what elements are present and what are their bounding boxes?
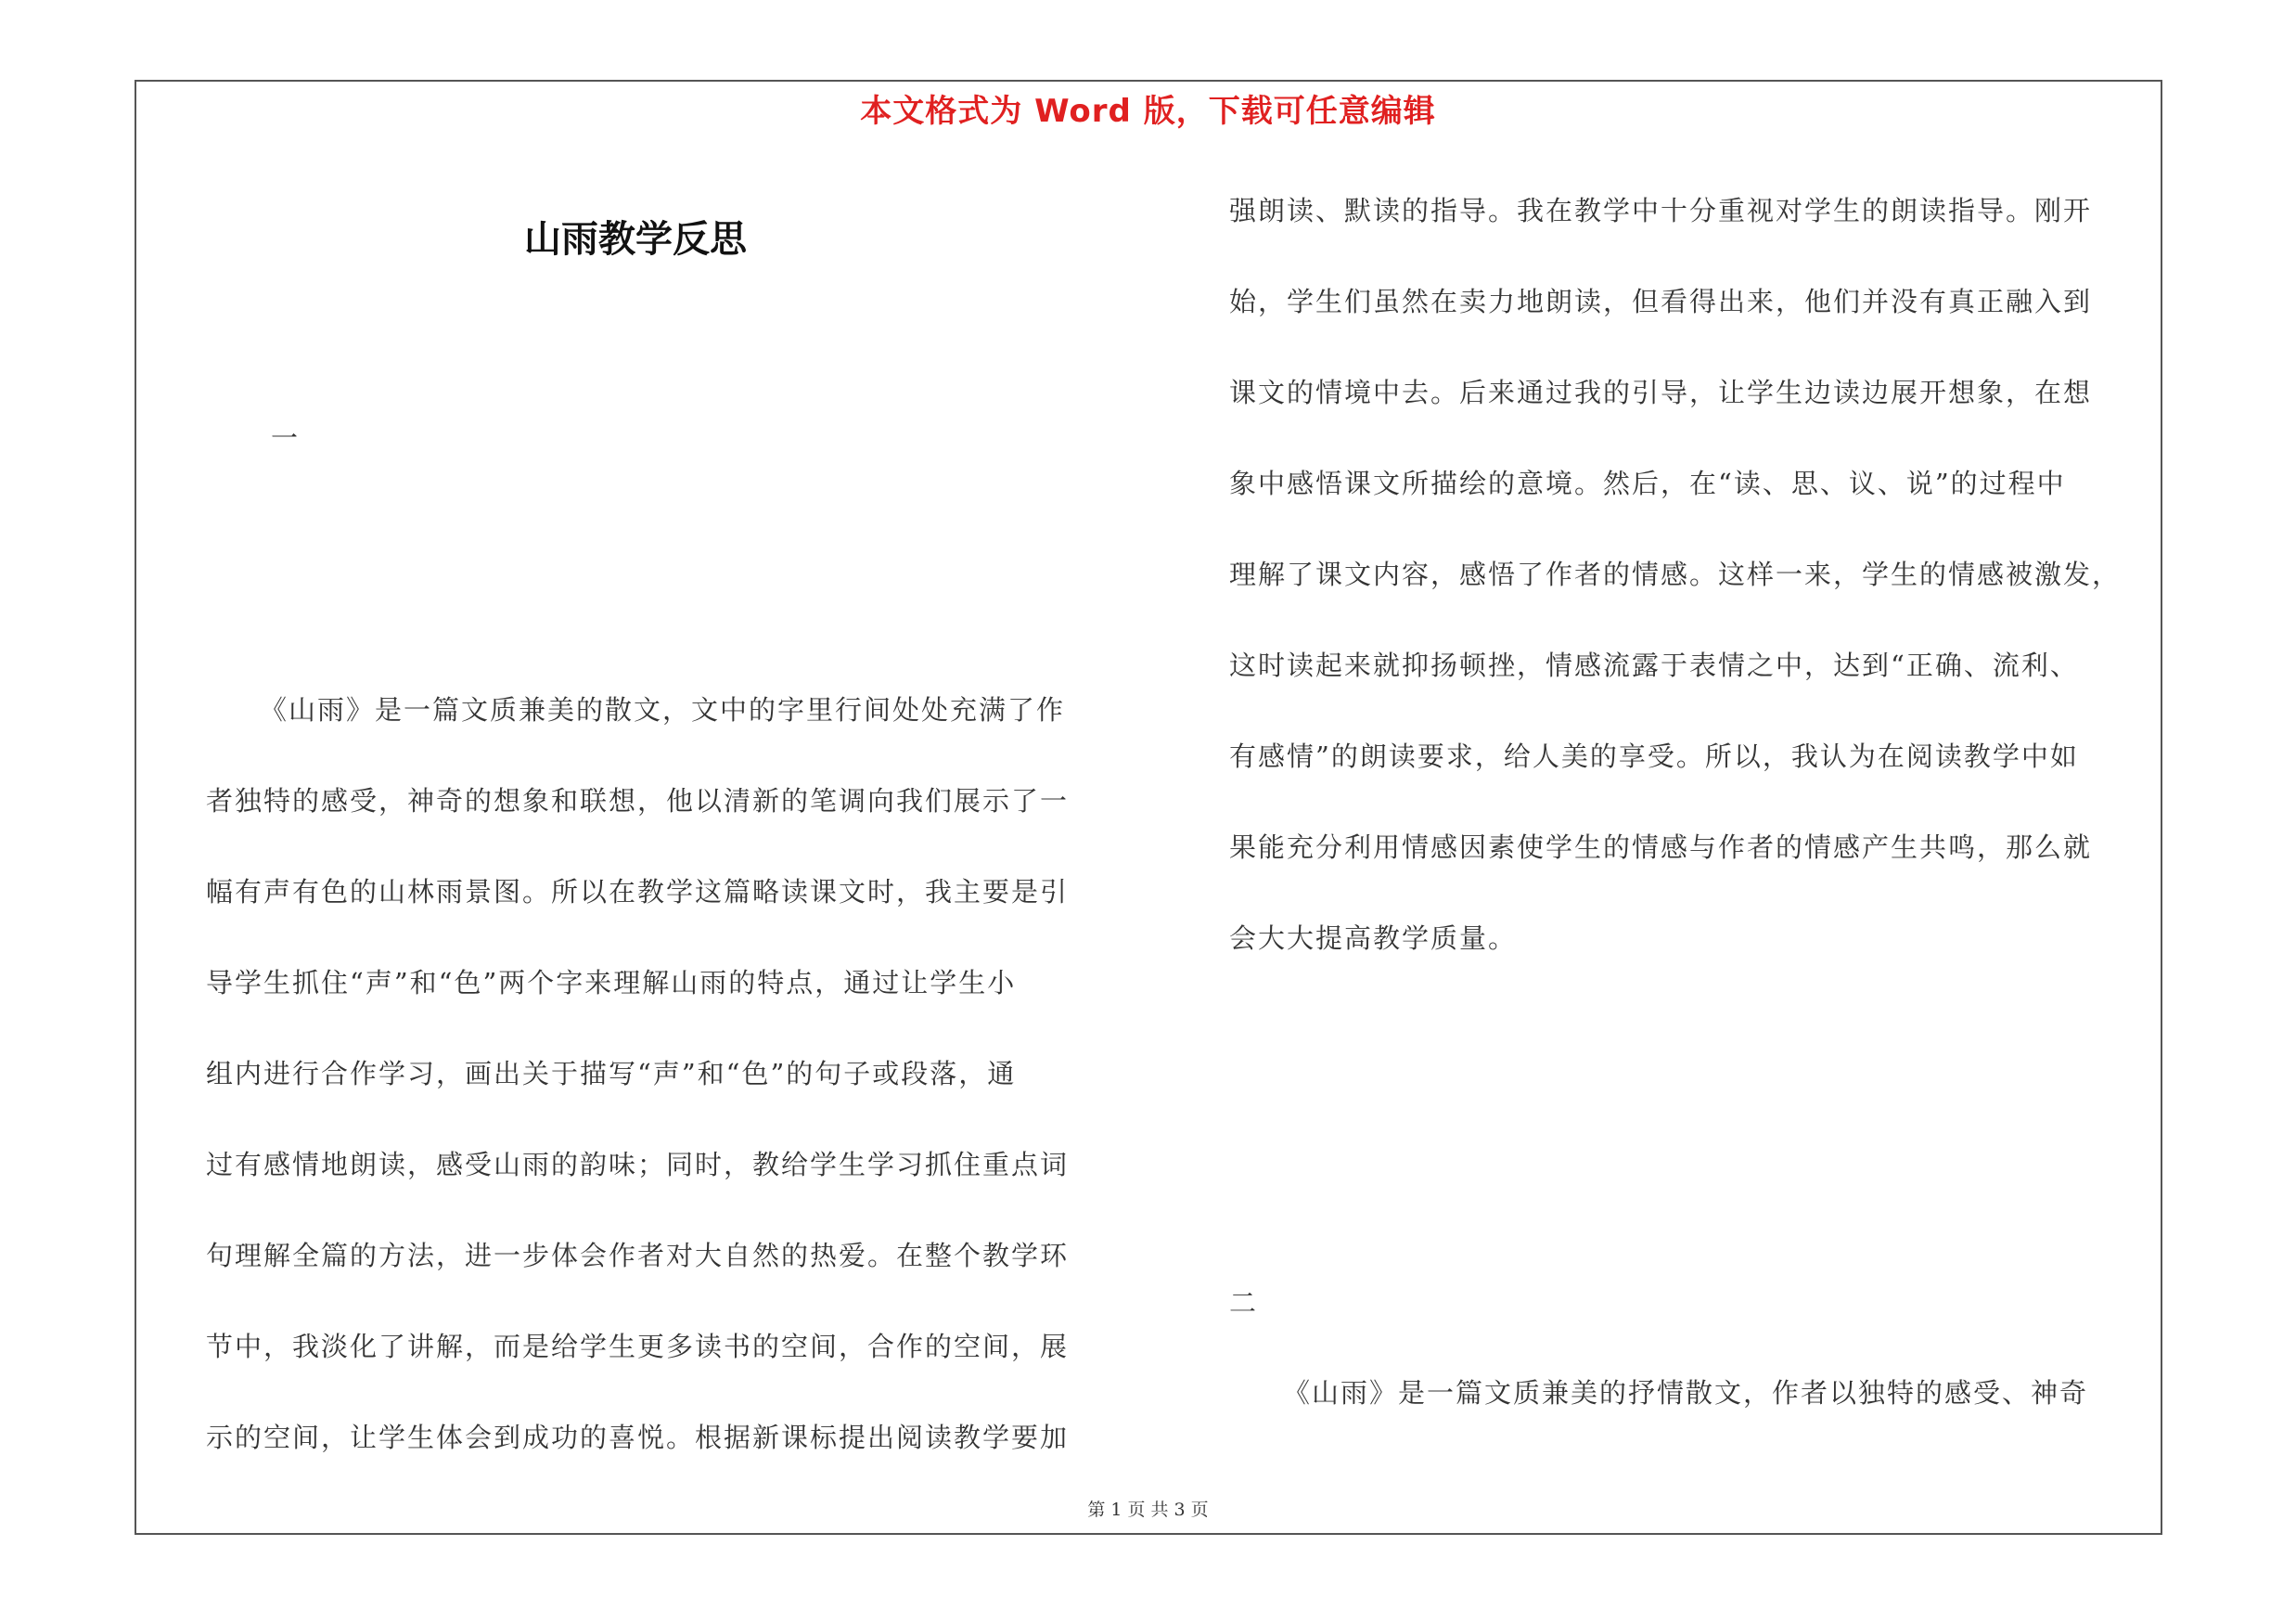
document-title: 山雨教学反思 (524, 217, 747, 261)
paragraph-line: 有感情”的朗读要求，给人美的享受。所以，我认为在阅读教学中如 (1229, 741, 2079, 772)
section-two-mark: 二 (1229, 1287, 1257, 1319)
left-column-text (206, 664, 1124, 1483)
paragraph-line: 者独特的感受，神奇的想象和联想，他以清新的笔调向我们展示了一 (206, 785, 1070, 817)
paragraph-line: 会大大提高教学质量。 (1229, 922, 1518, 954)
page-footer: 第 1 页 共 3 页 (1087, 1500, 1209, 1520)
paragraph-line: 强朗读、默读的指导。我在教学中十分重视对学生的朗读指导。刚开 (1229, 195, 2093, 226)
paragraph-line: 过有感情地朗读，感受山雨的韵味；同时，教给学生学习抓住重点词 (206, 1149, 1070, 1180)
paragraph-line: 果能充分利用情感因素使学生的情感与作者的情感产生共鸣，那么就 (1229, 831, 2093, 863)
paragraph-line: 理解了课文内容，感悟了作者的情感。这样一来，学生的情感被激发， (1229, 559, 2122, 590)
paragraph-line: 《山雨》是一篇文质兼美的散文，文中的字里行间处处充满了作 (260, 694, 1066, 726)
paragraph-line: 导学生抓住“声”和“色”两个字来理解山雨的特点，通过让学生小 (206, 967, 1017, 998)
section-one-mark: 一 (271, 422, 299, 454)
paragraph-line: 课文的情境中去。后来通过我的引导，让学生边读边展开想象，在想 (1229, 377, 2093, 408)
paragraph-line: 幅有声有色的山林雨景图。所以在教学这篇略读课文时，我主要是引 (206, 876, 1070, 908)
format-banner: 本文格式为 Word 版，下载可任意编辑 (860, 93, 1436, 130)
paragraph-line: 这时读起来就抑扬顿挫，情感流露于表情之中，达到“正确、流利、 (1229, 650, 2079, 681)
right-column-text (1229, 165, 2148, 984)
paragraph-line: 象中感悟课文所描绘的意境。然后，在“读、思、议、说”的过程中 (1229, 468, 2066, 499)
paragraph-line: 《山雨》是一篇文质兼美的抒情散文，作者以独特的感受、神奇 (1283, 1377, 2089, 1409)
paragraph-line: 始，学生们虽然在卖力地朗读，但看得出来，他们并没有真正融入到 (1229, 286, 2093, 317)
paragraph-line: 句理解全篇的方法，进一步体会作者对大自然的热爱。在整个教学环 (206, 1240, 1070, 1271)
paragraph-line: 示的空间，让学生体会到成功的喜悦。根据新课标提出阅读教学要加 (206, 1422, 1070, 1453)
paragraph-line: 节中，我淡化了讲解，而是给学生更多读书的空间，合作的空间，展 (206, 1331, 1070, 1362)
section-two-text (1229, 1347, 2148, 1438)
paragraph-line: 组内进行合作学习，画出关于描写“声”和“色”的句子或段落，通 (206, 1058, 1017, 1089)
